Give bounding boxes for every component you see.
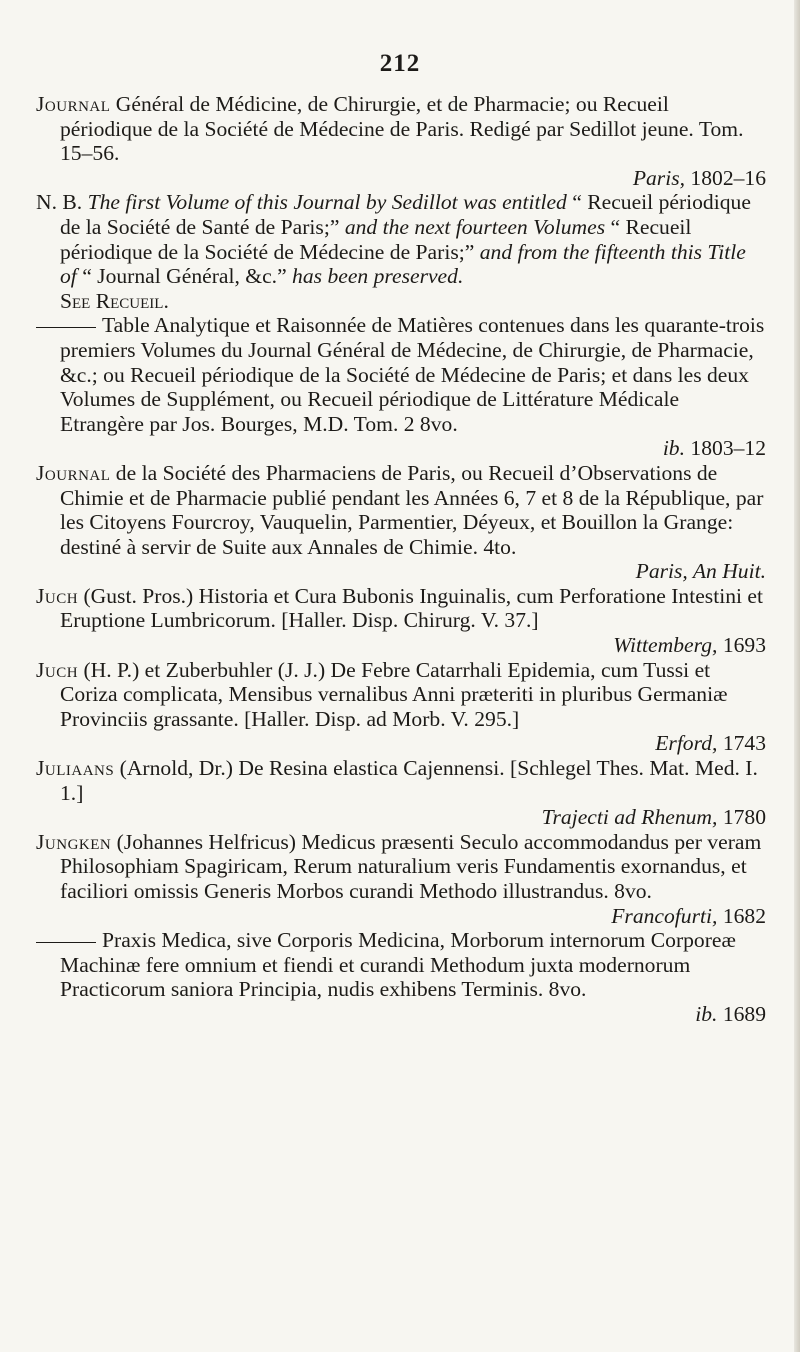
imprint-place: Erford, [655, 731, 718, 756]
imprint-place: ib. [662, 436, 686, 461]
entry-heading: Journal [36, 460, 111, 485]
entry-heading: Juch [36, 657, 79, 682]
see-reference: See Recueil. [60, 288, 169, 313]
entry-imprint [60, 1002, 766, 1027]
entry-text: (Johannes Helfricus) Medicus præsenti Seculo accommodandus per veram Philosophiam Spagiricam, Rerum naturalium veris Fundamentis exornandus, et faciliori omissis Generis Morbos curandi Methodo illustrandus. 8vo. [60, 829, 762, 903]
entry-text: Général de Médicine, de Chirurgie, et de Pharmacie; ou Recueil périodique de la Société de Médecine de Paris. Redigé par Sedillot jeune. Tom. 15–56. [60, 92, 744, 166]
entry-imprint [60, 904, 766, 929]
entry-text: Praxis Medica, sive Corporis Medicina, Morborum internorum Corporeæ Machinæ fere omnium et fiendi et curandi Methodum juxta modernorum Practicorum saniora Principia, nudis exhibens Terminis. 8vo. [60, 928, 736, 1002]
imprint-place: Trajecti ad Rhenum, [541, 805, 718, 830]
note-roman: “ Journal Général, &c.” [82, 264, 293, 289]
repeat-dash [36, 942, 96, 943]
entry-jungken [36, 830, 766, 928]
entry-juliaans [36, 756, 766, 830]
entry-imprint [60, 633, 766, 658]
entry-text: (Gust. Pros.) Historia et Cura Bubonis Inguinalis, cum Perforatione Intestini et Eruptione Lumbricorum. [Haller. Disp. Chirurg. V. 37.] [60, 583, 763, 633]
note-italic: has been preserved. [292, 264, 464, 289]
note-roman: “ Recueil périodique de la Société de Santé de Paris;” [60, 190, 751, 239]
note-roman: “ Recueil périodique de la Société de Médecine de Paris;” [60, 214, 692, 264]
entry-table-analytique [36, 313, 766, 461]
entry-text: de la Société des Pharmaciens de Paris, ou Recueil d’Observations de Chimie et de Pharmacie publié pendant les Années 6, 7 et 8 de la République, par les Citoyens Fourcroy, Vauquelin, Parmentier, Déyeux, et Bouillon la Grange: destiné à servir de Suite aux Annales de Chimie. 4to. [60, 460, 764, 559]
imprint-place: Paris, An Huit. [635, 559, 766, 584]
imprint-year: 1780 [722, 805, 766, 830]
entry-text: (Arnold, Dr.) De Resina elastica Cajennensi. [Schlegel Thes. Mat. Med. I. 1.] [60, 756, 758, 805]
entry-text: (H. P.) et Zuberbuhler (J. J.) De Febre Catarrhali Epidemia, cum Tussi et Coriza complicata, Mensibus vernalibus Anni præteriti in pluribus Germaniæ Provinciis grassante. [Haller. Disp. ad Morb. V. 295.] [60, 657, 728, 731]
imprint-place: ib. [695, 1001, 718, 1026]
imprint-year: 1743 [722, 731, 766, 756]
entry-juch-hp [36, 658, 766, 756]
entry-heading: Juch [36, 583, 79, 608]
entry-journal-pharmaciens [36, 461, 766, 584]
page-number: 212 [379, 50, 421, 77]
note-italic: and from the fifteenth this Title of [60, 239, 746, 289]
entry-praxis-medica [36, 928, 766, 1026]
entry-imprint [60, 805, 766, 830]
entry-heading: Juliaans [36, 756, 115, 781]
entry-journal-general [36, 92, 766, 190]
imprint-place: Wittemberg, [613, 633, 718, 658]
imprint-year: 1689 [722, 1001, 766, 1026]
imprint-year: 1802–16 [690, 165, 766, 190]
note-lead: N. B. [36, 190, 88, 215]
note-italic: and the next fourteen Volumes [344, 214, 611, 239]
imprint-year: 1682 [722, 903, 766, 928]
catalogue-entries [36, 92, 766, 1027]
entry-heading: Journal [36, 92, 111, 116]
imprint-place: Paris, [632, 165, 686, 190]
entry-imprint [60, 559, 766, 584]
entry-imprint [60, 166, 766, 191]
entry-text: Table Analytique et Raisonnée de Matières contenues dans les quarante-trois premiers Volumes du Journal Général de Médecine, de Chirurgie, de Pharmacie, &c.; ou Recueil périodique de la Société de Médecine de Paris; et dans les deux Volumes de Supplément, ou Recueil périodique de Littérature Médicale Etrangère par Jos. Bourges, M.D. Tom. 2 8vo. [60, 313, 765, 436]
entry-heading: Jungken [36, 829, 112, 854]
entry-imprint [60, 436, 766, 461]
imprint-place: Francofurti, [611, 903, 718, 928]
entry-note [36, 190, 766, 313]
imprint-year: 1803–12 [690, 436, 766, 461]
entry-imprint [60, 731, 766, 756]
repeat-dash [36, 327, 96, 328]
page-edge [794, 0, 800, 1352]
entry-juch-gust [36, 584, 766, 658]
imprint-year: 1693 [722, 633, 766, 658]
note-italic: The first Volume of this Journal by Sedillot was entitled [87, 190, 573, 215]
